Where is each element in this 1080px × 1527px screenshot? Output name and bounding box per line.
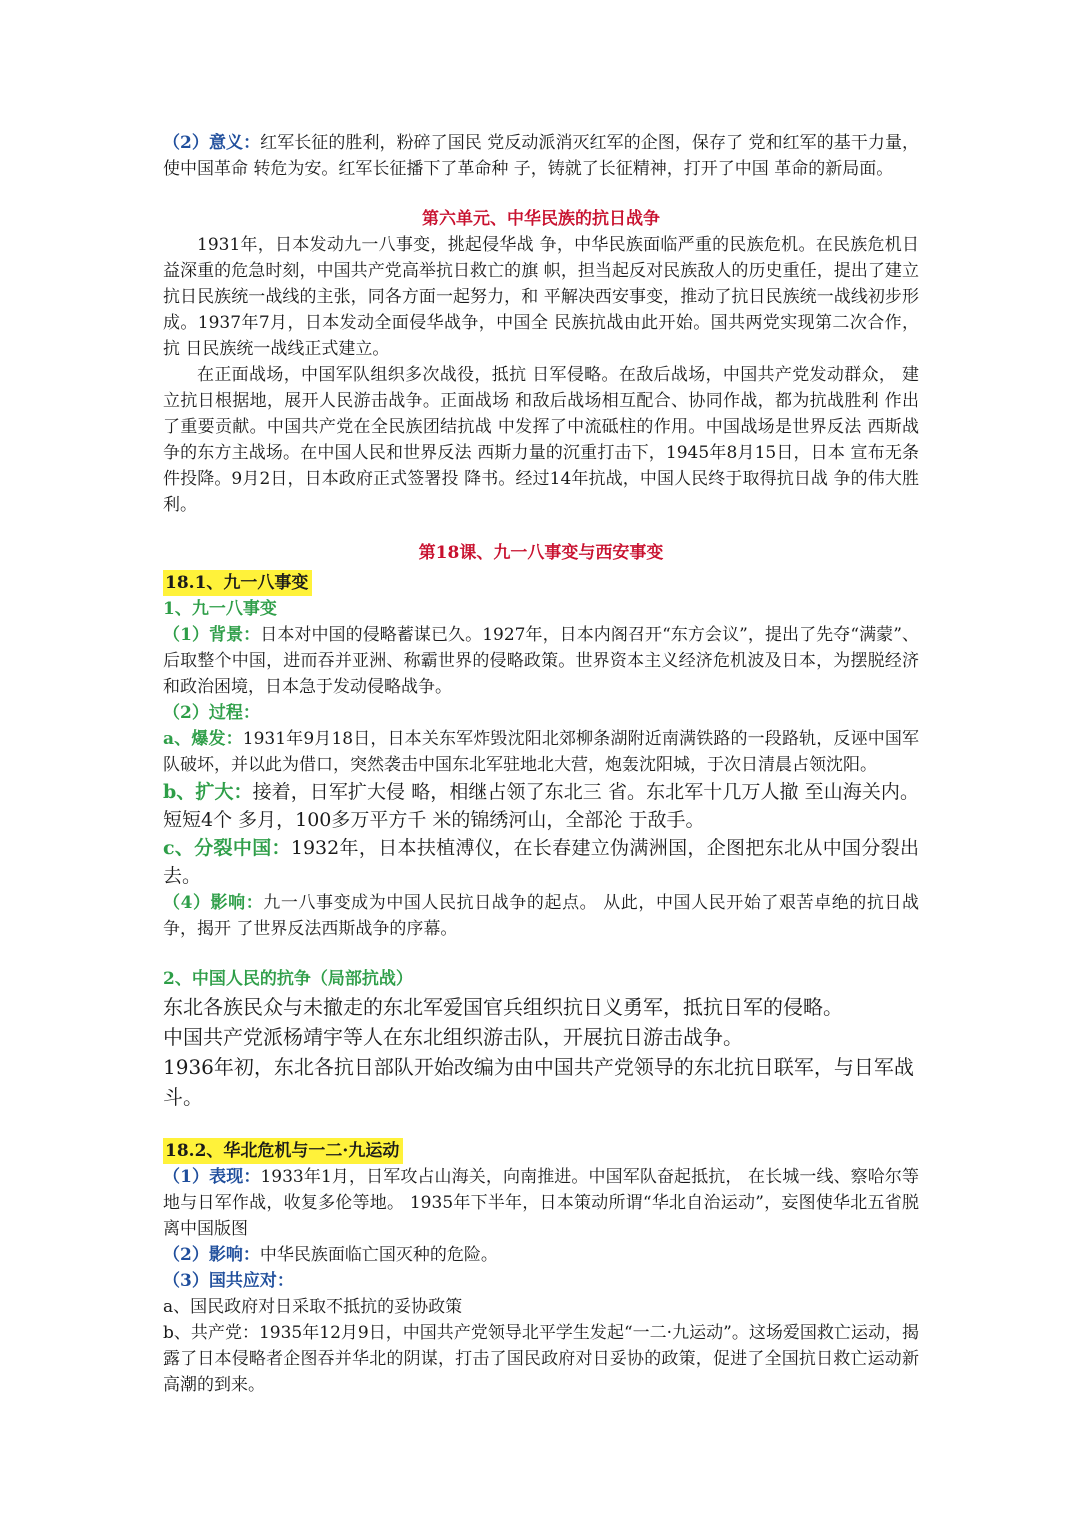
section-18-1-heading-wrap <box>163 570 919 596</box>
expansion-label: b、扩大： <box>163 781 253 803</box>
outbreak-text: 1931年9月18日，日本关东军炸毁沈阳北郊柳条湖附近南满铁路的一段路轨，反诬中国军队破坏，并以此为借口，突然袭击中国东北军驻地北大营，炮轰沈阳城，于次日清晨占领沈阳。 <box>163 729 919 775</box>
outbreak-label: a、爆发： <box>163 729 243 749</box>
influence-text: 九一八事变成为中国人民抗日战争的起点。 从此，中国人民开始了艰苦卓绝的抗日战争，揭开 了世界反法西斯战争的序幕。 <box>163 893 919 939</box>
expansion-text: 接着，日军扩大侵 略，相继占领了东北三 省。东北军十几万人撤 至山海关内。短短4个 多月，100多万平方千 米的锦绣河山，全部沦 于敌手。 <box>163 781 919 831</box>
impact-label: （2）影响： <box>163 1245 260 1265</box>
background-label: （1）背景： <box>163 625 261 645</box>
outbreak-paragraph <box>163 726 919 778</box>
manifestation-paragraph <box>163 1164 919 1242</box>
split-china-text: 1932年，日本扶植溥仪，在长春建立伪满洲国，企图把东北从中国分裂出去。 <box>163 837 919 887</box>
process-label: （2）过程： <box>163 703 260 723</box>
intro-label: （2）意义： <box>163 133 261 153</box>
lesson-title: 第18课、九一八事变与西安事变 <box>418 543 664 563</box>
manifestation-text: 1933年1月，日军攻占山海关，向南推进。中国军队奋起抵抗， 在长城一线、察哈尔等地与日军作战，收复多伦等地。 1935年下半年，日本策动所谓“华北自治运动”，妄图使华北五省脱离中国版图 <box>163 1167 919 1239</box>
section-18-2-heading-wrap <box>163 1138 919 1164</box>
response-b: b、共产党：1935年12月9日，中国共产党领导北平学生发起“一二·九运动”。这场爱国救亡运动，揭露了日本侵略者企图吞并华北的阴谋，打击了国民政府对日妥协的政策，促进了全国抗日救亡运动新高潮的到来。 <box>163 1323 919 1395</box>
intro-paragraph <box>163 130 919 182</box>
unit-paragraph-2: 在正面战场，中国军队组织多次战役，抵抗 日军侵略。在敌后战场，中国共产党发动群众， 建立抗日根据地，展开人民游击战争。正面战场 和敌后战场相互配合、协同作战，都为抗战胜利 作出了重要贡献。中国共产党在全民族团结抗战 中发挥了中流砥柱的作用。中国战场是世界反法 西斯战争的东方主战场。在中国人民和世界反法 西斯力量的沉重打击下，1945年8月15日，日本 宣布无条件投降。9月2日，日本政府正式签署投 降书。经过14年抗战，中国人民终于取得抗日战 争的伟大胜利。 <box>163 365 919 515</box>
unit-paragraph-1: 1931年，日本发动九一八事变，挑起侵华战 争，中华民族面临严重的民族危机。在民族危机日 益深重的危急时刻，中国共产党高举抗日救亡的旗 帜，担当起反对民族敌人的历史重任，提出了建立 抗日民族统一战线的主张，同各方面一起努力，和 平解决西安事变，推动了抗日民族统一战线初步形 成。1937年7月，日本发动全面侵华战争，中国全 民族抗战由此开始。国共两党实现第二次合作，抗 日民族统一战线正式建立。 <box>163 235 919 359</box>
expansion-paragraph <box>163 778 919 834</box>
section-18-2-heading: 18.2、华北危机与一二·九运动 <box>163 1138 403 1164</box>
section-18-1-heading: 18.1、九一八事变 <box>163 570 312 596</box>
subsection-2-heading: 2、中国人民的抗争（局部抗战） <box>163 969 413 989</box>
impact-paragraph <box>163 1242 919 1268</box>
intro-text: 红军长征的胜利，粉碎了国民 党反动派消灭红军的企图，保存了 党和红军的基干力量，使中国革命 转危为安。红军长征播下了革命种 子，铸就了长征精神，打开了中国 革命的新局面。 <box>163 133 919 179</box>
subsection-1-heading: 1、九一八事变 <box>163 599 277 619</box>
background-text: 日本对中国的侵略蓄谋已久。1927年，日本内阁召开“东方会议”，提出了先夺“满蒙”、后取整个中国，进而吞并亚洲、称霸世界的侵略政策。世界资本主义经济危机波及日本，为摆脱经济和政治困境，日本急于发动侵略战争。 <box>163 625 919 697</box>
split-china-paragraph <box>163 834 919 890</box>
response-a: a、国民政府对日采取不抵抗的妥协政策 <box>163 1297 463 1317</box>
unit-title: 第六单元、中华民族的抗日战争 <box>422 209 660 229</box>
split-china-label: c、分裂中国： <box>163 837 291 859</box>
manifestation-label: （1）表现： <box>163 1167 261 1187</box>
resistance-line-2: 中国共产党派杨靖宇等人在东北组织游击队，开展抗日游击战争。 <box>163 1025 743 1049</box>
resistance-line-1: 东北各族民众与未撤走的东北军爱国官兵组织抗日义勇军，抵抗日军的侵略。 <box>163 995 843 1019</box>
impact-text: 中华民族面临亡国灭种的危险。 <box>259 1245 498 1265</box>
response-label: （3）国共应对： <box>163 1271 294 1291</box>
document-page <box>163 130 919 1398</box>
background-paragraph <box>163 622 919 700</box>
resistance-line-3: 1936年初，东北各抗日部队开始改编为由中国共产党领导的东北抗日联军，与日军战斗。 <box>163 1055 914 1109</box>
influence-paragraph <box>163 890 919 942</box>
influence-label: （4）影响： <box>163 893 264 913</box>
